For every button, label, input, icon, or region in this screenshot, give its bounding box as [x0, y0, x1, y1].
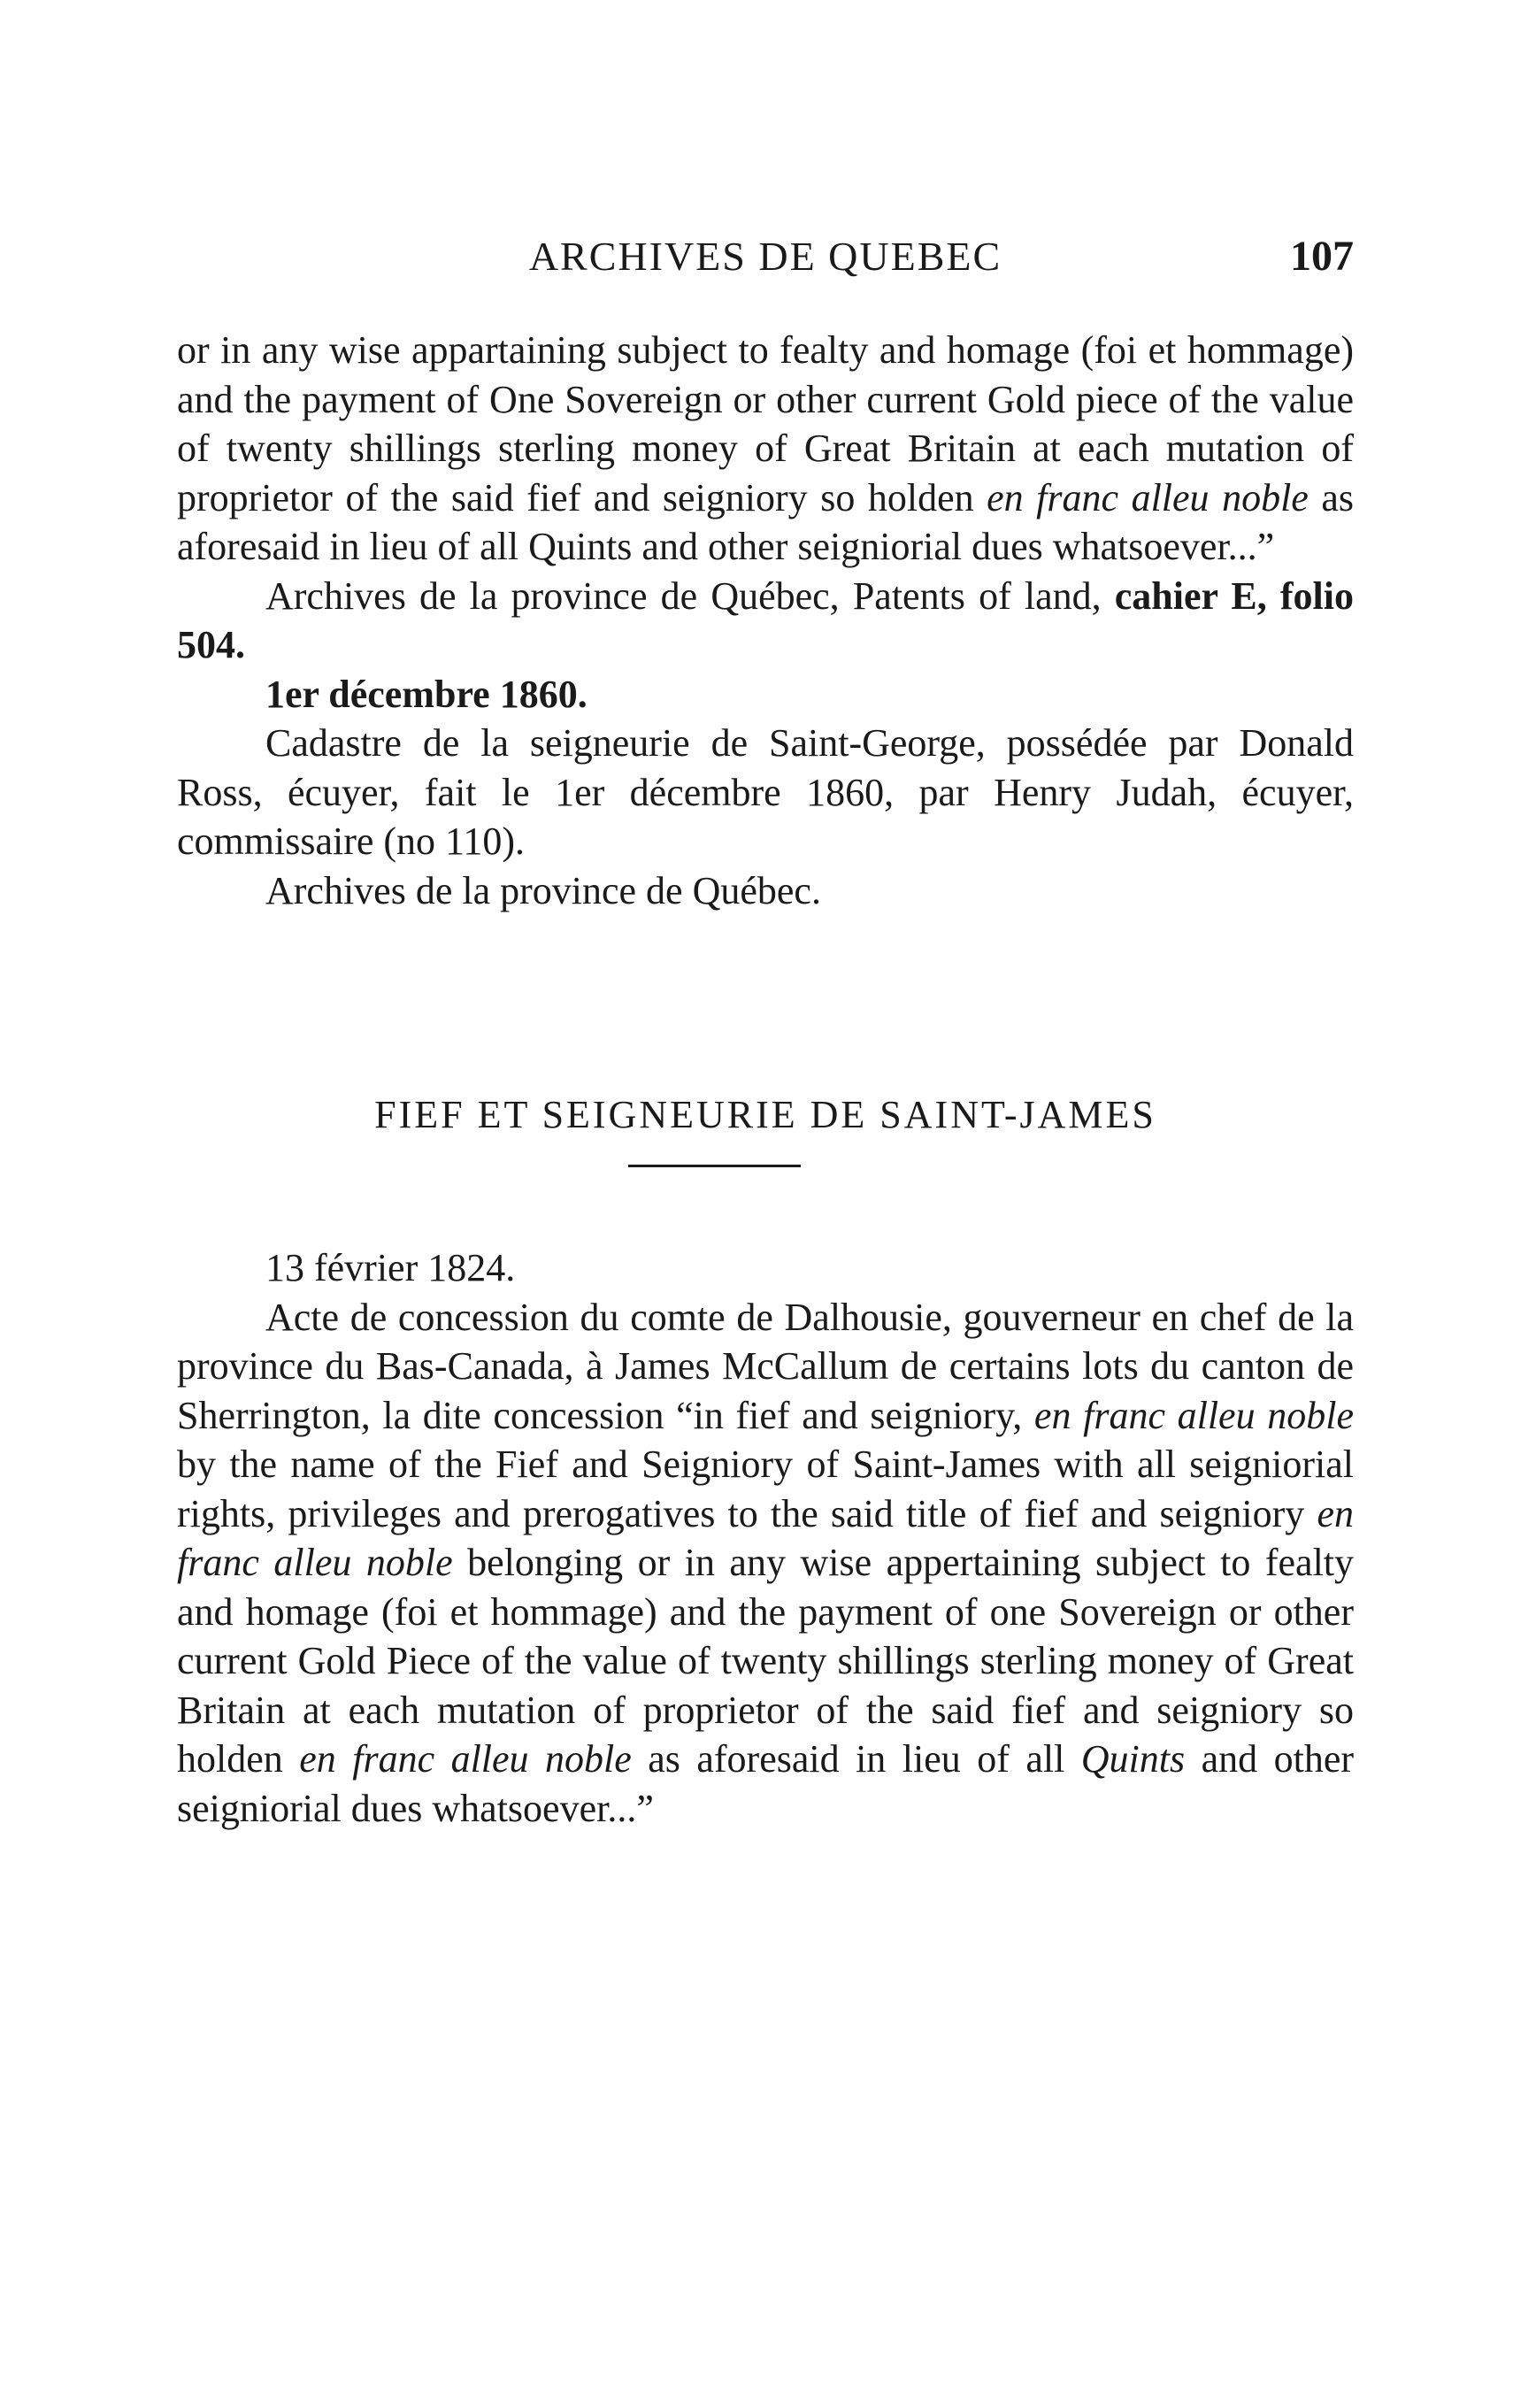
text-block-saint-james [177, 1243, 1354, 1833]
paragraph-archive-source: Archives de la province de Québec. [265, 868, 821, 912]
text-run: as aforesaid in lieu of all [631, 1737, 1081, 1781]
text-run: Acte de concession du comte de Dalhousie, gouverneur en chef de la province du Bas-Canada, à James McCallum de certains lots du canton de Sherrington, la dite concession “in fief and seigniory, [177, 1295, 1354, 1437]
italic-phrase: en franc alleu noble [987, 475, 1309, 519]
italic-word: Quints [1080, 1737, 1186, 1781]
paragraph-date: 1er décembre 1860. [265, 672, 588, 716]
text-run: Archives de la province de Québec, Patents of land, [265, 573, 1115, 618]
italic-phrase: en franc alleu noble [1033, 1393, 1354, 1437]
section-rule [628, 1165, 801, 1167]
italic-phrase: en franc alleu noble [177, 1491, 1354, 1584]
text-run: and other seigniorial dues whatsoever...” [177, 1737, 1355, 1830]
paragraph-date: 13 février 1824. [265, 1246, 516, 1289]
paragraph-concession [177, 1293, 1354, 1834]
italic-phrase: en franc alleu noble [299, 1737, 632, 1781]
section-title: FIEF ET SEIGNEURIE DE SAINT-JAMES [374, 1093, 1156, 1136]
text-run: by the name of the Fief and Seigniory of Saint-James with all seigniorial rights, privileges and prerogatives to the said title of fief and seigniory [177, 1442, 1354, 1535]
running-head [177, 226, 1354, 288]
page-number: 107 [1290, 233, 1354, 280]
text-run: as aforesaid in lieu of all Quints and other seigniorial dues whatsoever...” [177, 475, 1355, 568]
bold-reference: cahier E, folio 504. [177, 573, 1355, 666]
paragraph-cadastre: Cadastre de la seigneurie de Saint-George, possédée par Donald Ross, écuyer, fait le 1er décembre 1860, par Henry Judah, écuyer, commissaire (no 110). [177, 721, 1354, 863]
text-block-continuation [177, 326, 1354, 915]
running-title: ARCHIVES DE QUEBEC [528, 234, 1002, 279]
text-run: or in any wise appartaining subject to fealty and homage (foi et hommage) and the payment of One Sovereign or other current Gold piece of the value of twenty shillings sterling money of Great Britain at each mutation of proprietor of the said fief and seigniory so holden [177, 328, 1354, 519]
paragraph-archive-reference [177, 572, 1354, 670]
paragraph-continuation [177, 326, 1354, 572]
text-run: belonging or in any wise appertaining subject to fealty and homage (foi et hommage) and the payment of one Sovereign or other current Gold Piece of the value of twenty shillings sterling money of Great Britain at each mutation of proprietor of the said fief and seigniory so holden [177, 1541, 1355, 1781]
